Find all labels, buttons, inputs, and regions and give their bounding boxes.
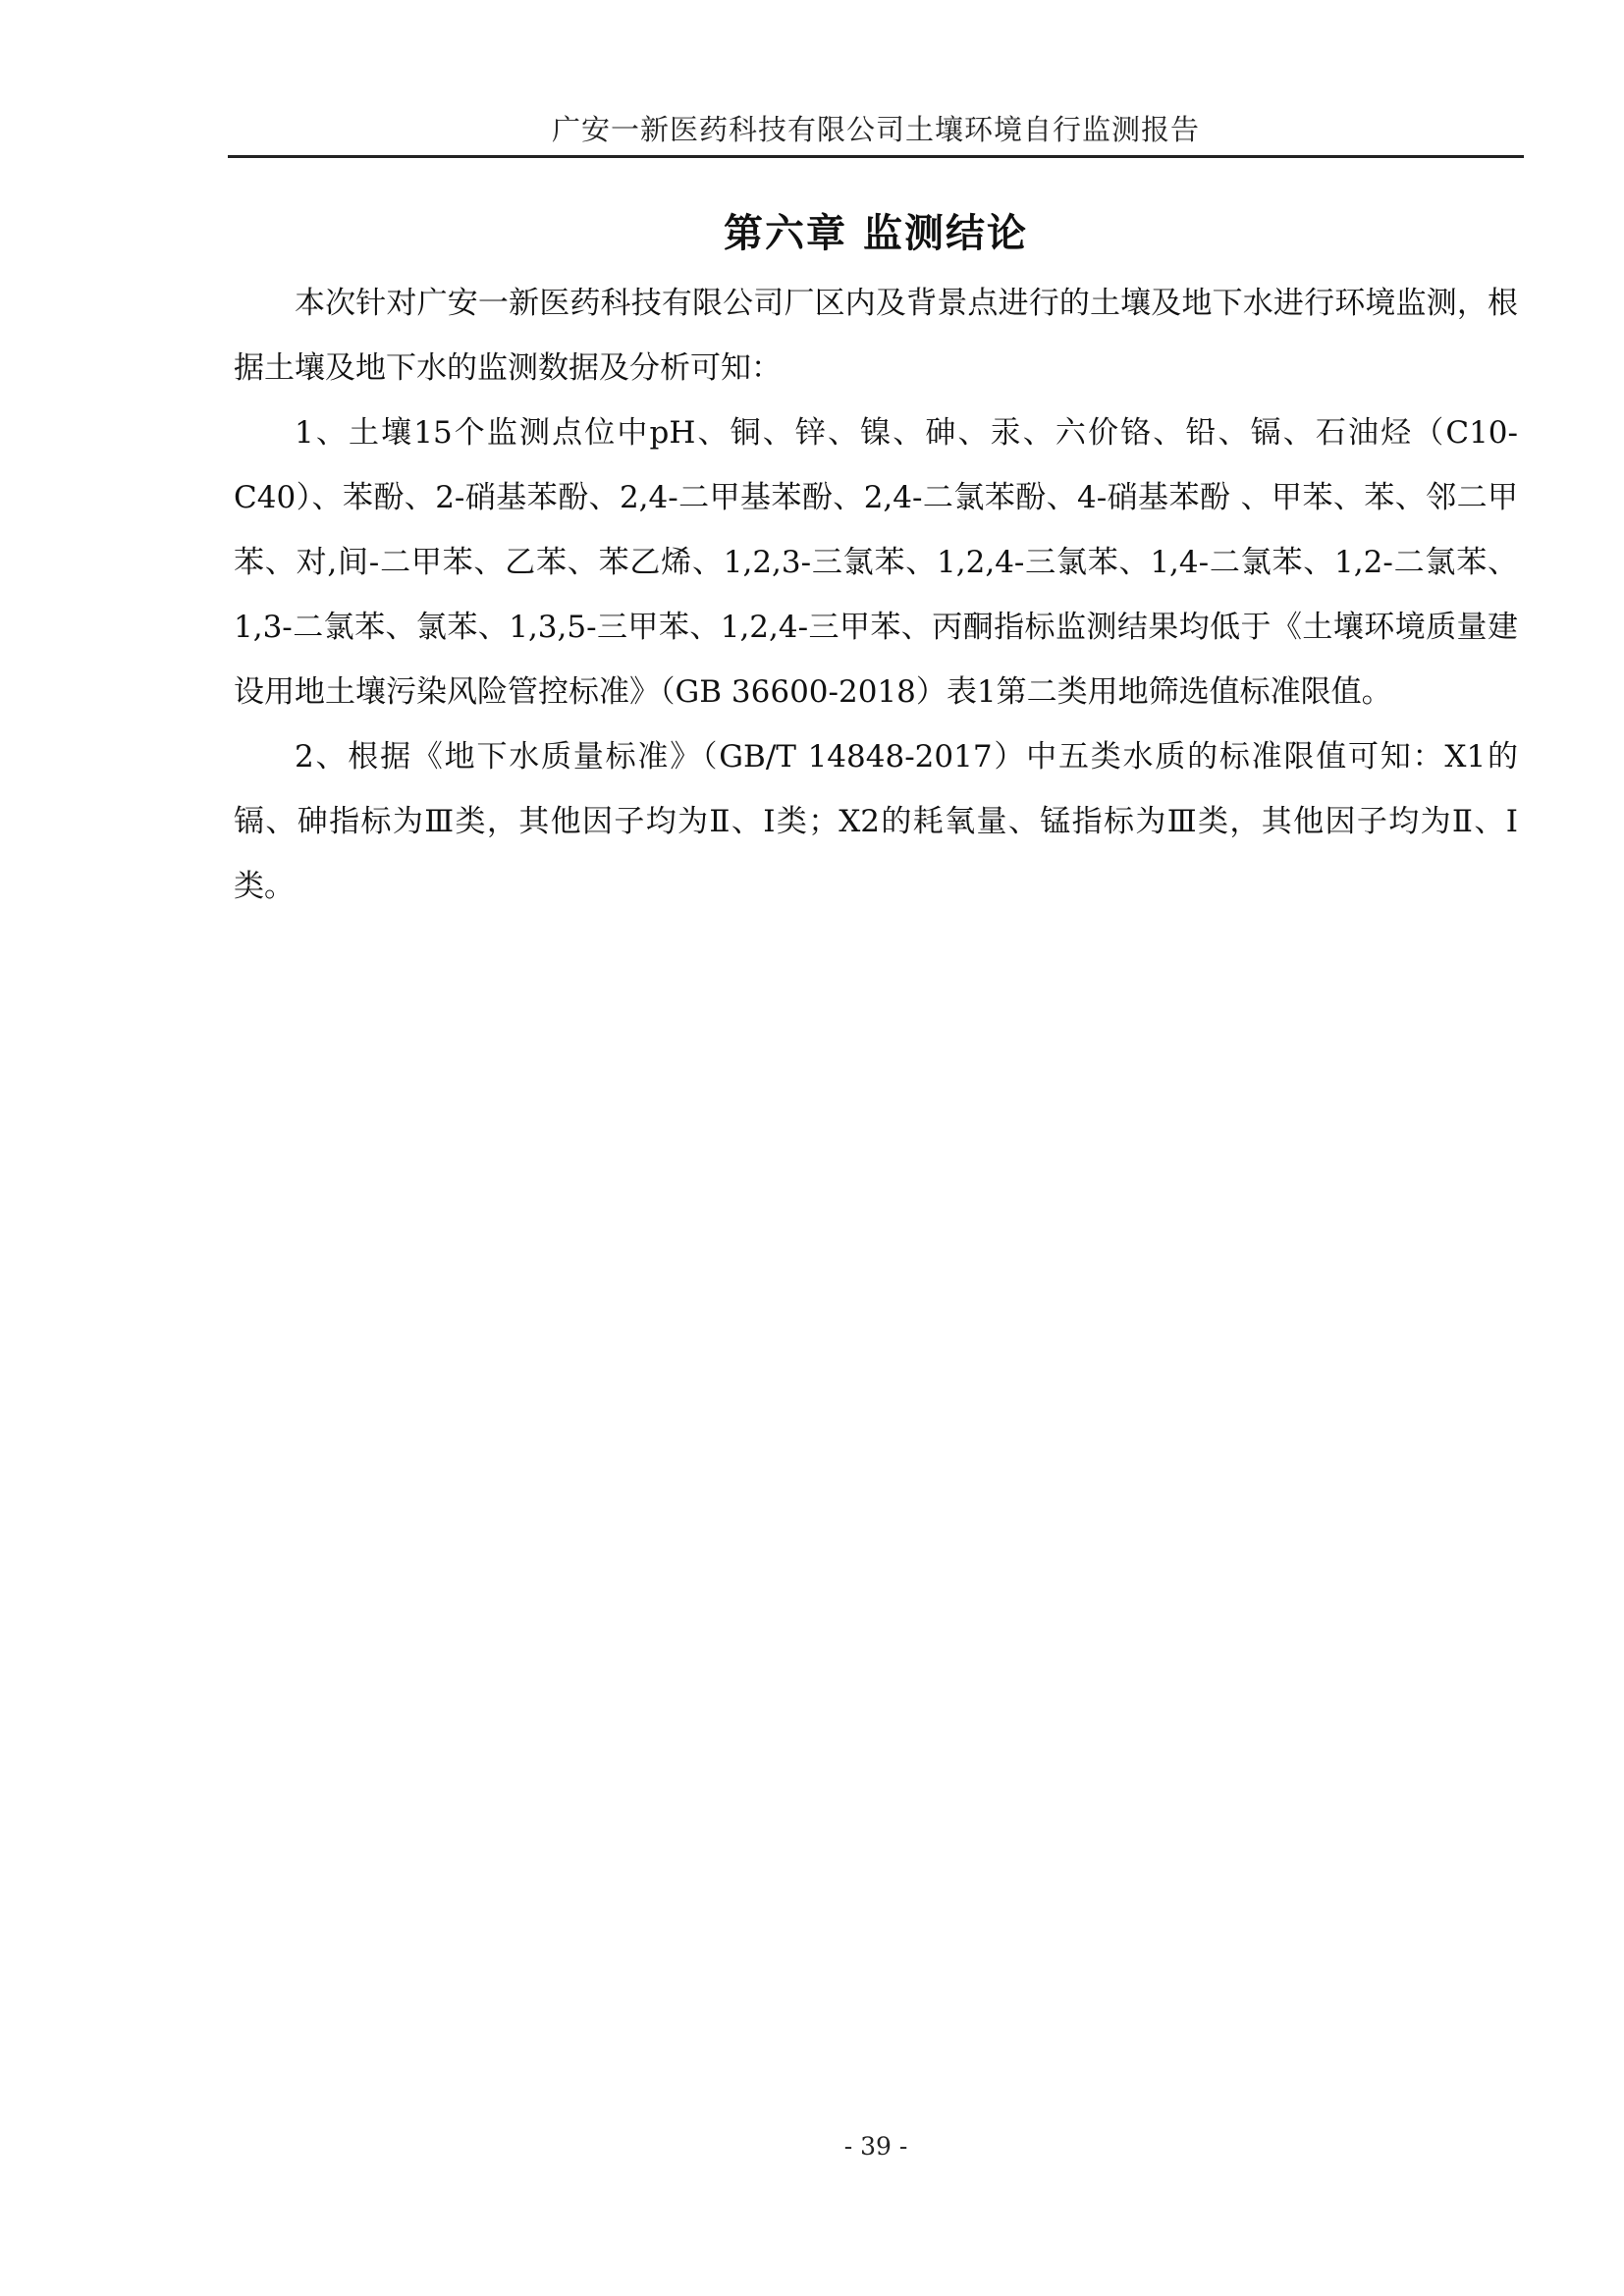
paragraph-intro: 本次针对广安一新医药科技有限公司厂区内及背景点进行的土壤及地下水进行环境监测，根据土壤及地下水的监测数据及分析可知： xyxy=(234,286,1518,386)
paragraph-groundwater-conclusion: 2、根据《地下水质量标准》（GB/T 14848-2017）中五类水质的标准限值可知：X1的镉、砷指标为Ⅲ类，其他因子均为Ⅱ、Ⅰ类；X2的耗氧量、锰指标为Ⅲ类，其他因子均为Ⅱ、Ⅰ类。 xyxy=(234,739,1518,904)
header-title: 广安一新医药科技有限公司土壤环境自行监测报告 xyxy=(551,113,1200,146)
page-number: - 39 - xyxy=(843,2132,908,2161)
chapter-body xyxy=(234,271,1518,919)
paragraph-soil-conclusion: 1、土壤15个监测点位中pH、铜、锌、镍、砷、汞、六价铬、铅、镉、石油烃（C10-C40）、苯酚、2-硝基苯酚、2,4-二甲基苯酚、2,4-二氯苯酚、4-硝基苯酚 、甲苯、苯、邻二甲苯、对,间-二甲苯、乙苯、苯乙烯、1,2,3-三氯苯、1,2,4-三氯苯、1,4-二氯苯、1,2-二氯苯、1,3-二氯苯、氯苯、1,3,5-三甲苯、1,2,4-三甲苯、丙酮指标监测结果均低于《土壤环境质量建设用地土壤污染风险管控标准》（GB 36600-2018）表1第二类用地筛选值标准限值。 xyxy=(234,415,1518,710)
chapter-title: 第六章 监测结论 xyxy=(724,211,1028,256)
header-divider xyxy=(228,155,1524,158)
